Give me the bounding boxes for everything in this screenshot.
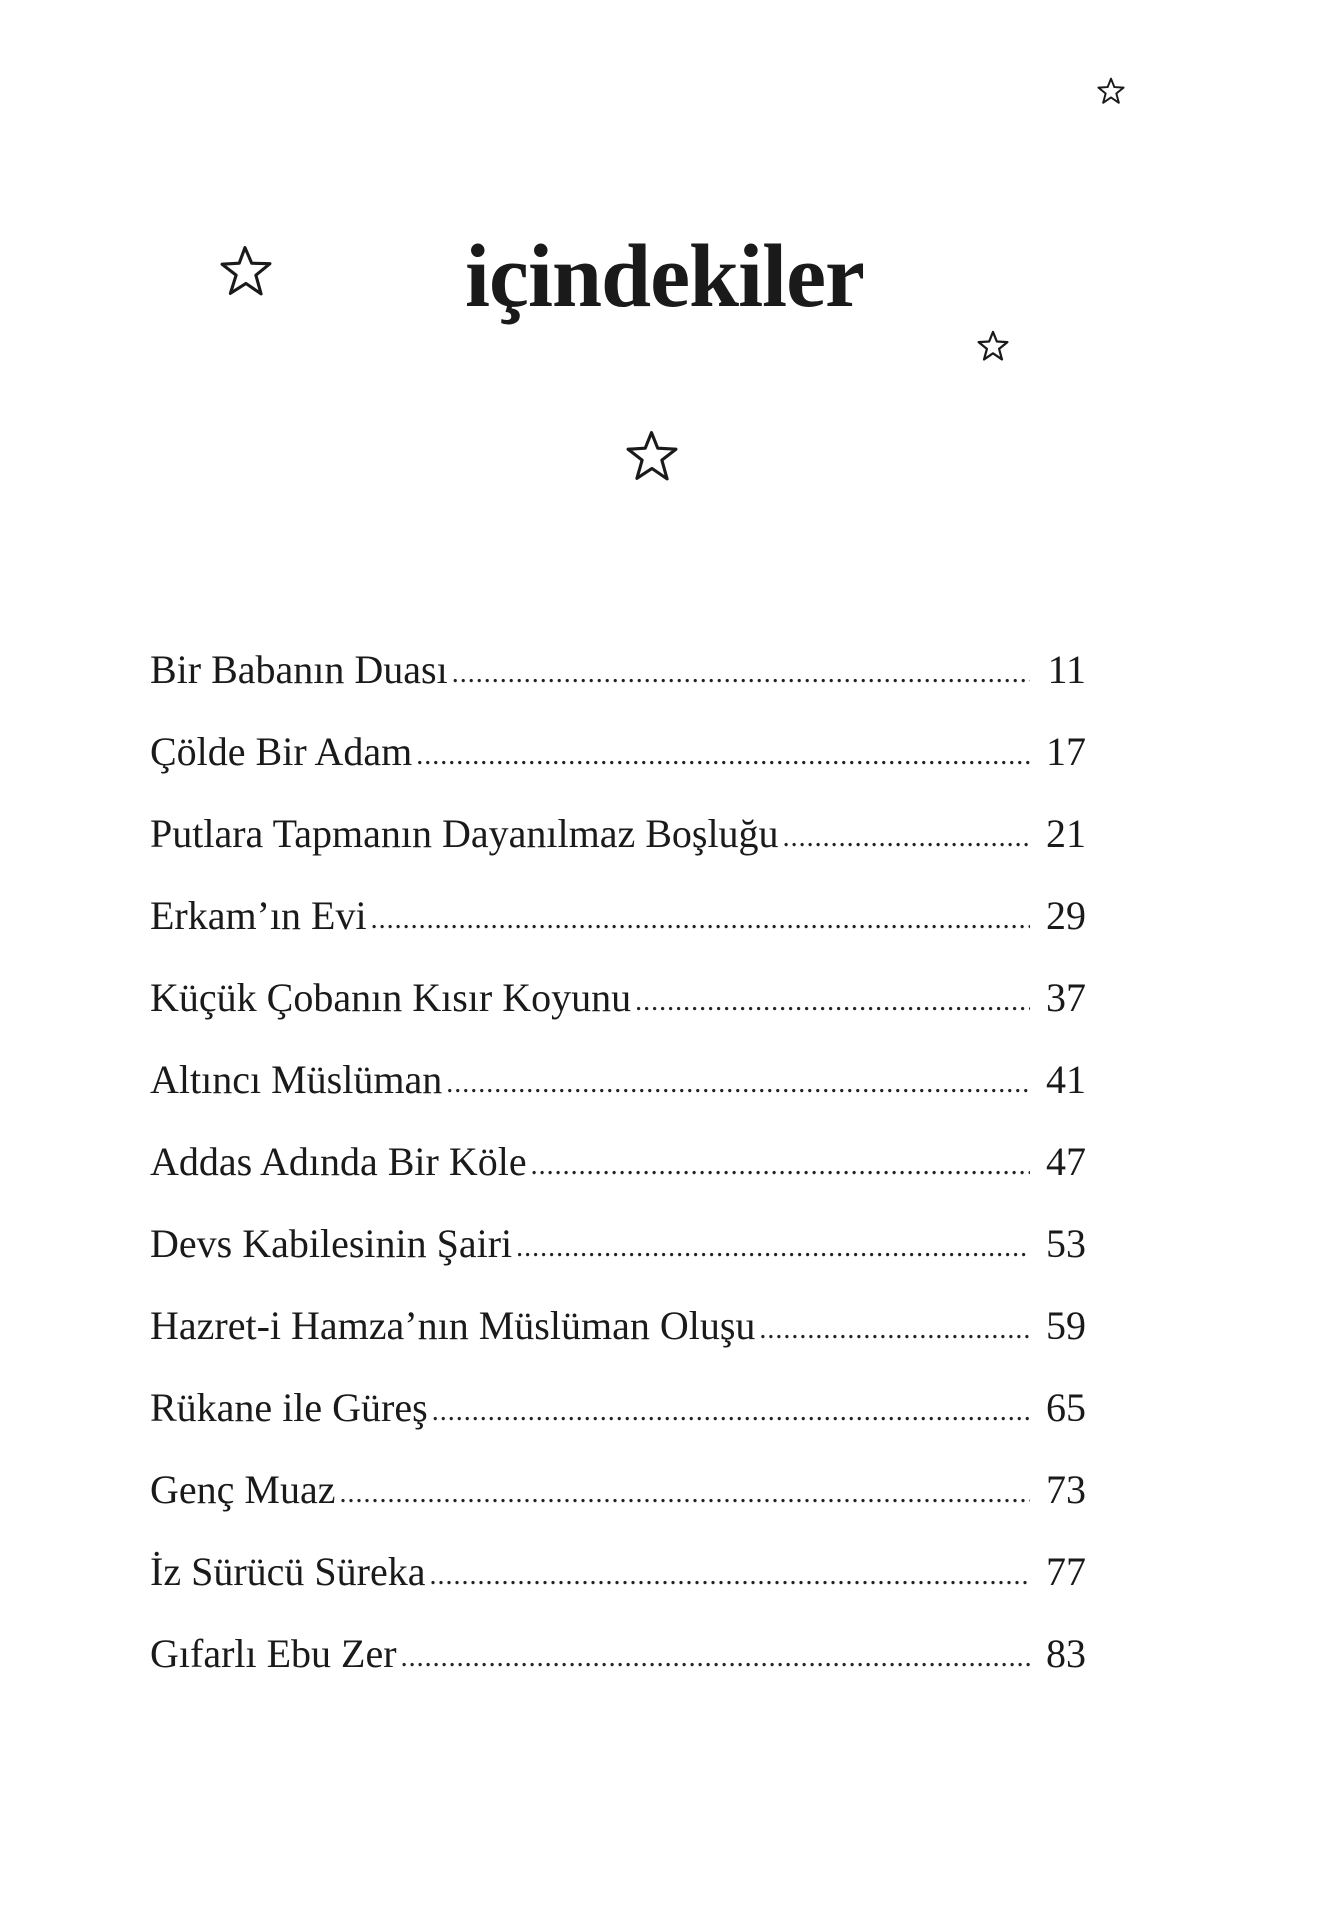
toc-item-title: Çölde Bir Adam [150,729,413,774]
toc-item-page-number: 11 [1047,647,1086,692]
toc-item[interactable] [150,1022,1086,1104]
toc-item-title: İz Sürücü Süreka [150,1549,426,1594]
toc-item[interactable] [150,612,1086,694]
dot-leader [416,736,1030,776]
toc-item[interactable] [150,776,1086,858]
toc-item[interactable] [150,1186,1086,1268]
dot-leader [429,1556,1030,1596]
table-of-contents [150,612,1086,1678]
toc-item-page-number: 41 [1046,1057,1086,1102]
toc-item-title: Altıncı Müslüman [150,1057,443,1102]
dot-leader [759,1310,1030,1350]
toc-item-page-number: 17 [1046,729,1086,774]
toc-item-page-number: 29 [1046,893,1086,938]
toc-item-page-number: 65 [1046,1385,1086,1430]
toc-item[interactable] [150,1596,1086,1678]
dot-leader [635,982,1030,1022]
toc-item-title: Addas Adında Bir Köle [150,1139,527,1184]
toc-item-page-number: 77 [1046,1549,1086,1594]
dot-leader [371,900,1030,940]
dot-leader [339,1474,1030,1514]
toc-item-title: Bir Babanın Duası [150,647,448,692]
dot-leader [446,1064,1030,1104]
dot-leader [783,818,1030,858]
toc-item[interactable] [150,940,1086,1022]
toc-item[interactable] [150,858,1086,940]
dot-leader [452,654,1030,694]
toc-item-page-number: 83 [1046,1631,1086,1676]
toc-item[interactable] [150,1514,1086,1596]
toc-item-page-number: 21 [1046,811,1086,856]
toc-item-title: Rükane ile Güreş [150,1385,428,1430]
toc-item-page-number: 53 [1046,1221,1086,1266]
dot-leader [531,1146,1030,1186]
page-title: içindekiler [465,227,864,326]
toc-item[interactable] [150,1432,1086,1514]
toc-item[interactable] [150,694,1086,776]
star-icon-title-right [976,330,1010,362]
dot-leader [432,1392,1030,1432]
toc-item[interactable] [150,1268,1086,1350]
dot-leader [516,1228,1030,1268]
toc-item-page-number: 73 [1046,1467,1086,1512]
toc-item[interactable] [150,1104,1086,1186]
toc-item-title: Erkam’ın Evi [150,893,367,938]
toc-item-page-number: 37 [1046,975,1086,1020]
toc-item[interactable] [150,1350,1086,1432]
dot-leader [401,1638,1030,1678]
toc-item-title: Devs Kabilesinin Şairi [150,1221,513,1266]
toc-item-title: Gıfarlı Ebu Zer [150,1631,397,1676]
toc-item-page-number: 59 [1046,1303,1086,1348]
star-icon-top-right [1096,77,1126,105]
toc-item-page-number: 47 [1046,1139,1086,1184]
toc-item-title: Putlara Tapmanın Dayanılmaz Boşluğu [150,811,779,856]
toc-item-title: Hazret-i Hamza’nın Müslüman Oluşu [150,1303,756,1348]
star-icon-center [624,430,680,482]
toc-item-title: Küçük Çobanın Kısır Koyunu [150,975,632,1020]
toc-item-title: Genç Muaz [150,1467,336,1512]
